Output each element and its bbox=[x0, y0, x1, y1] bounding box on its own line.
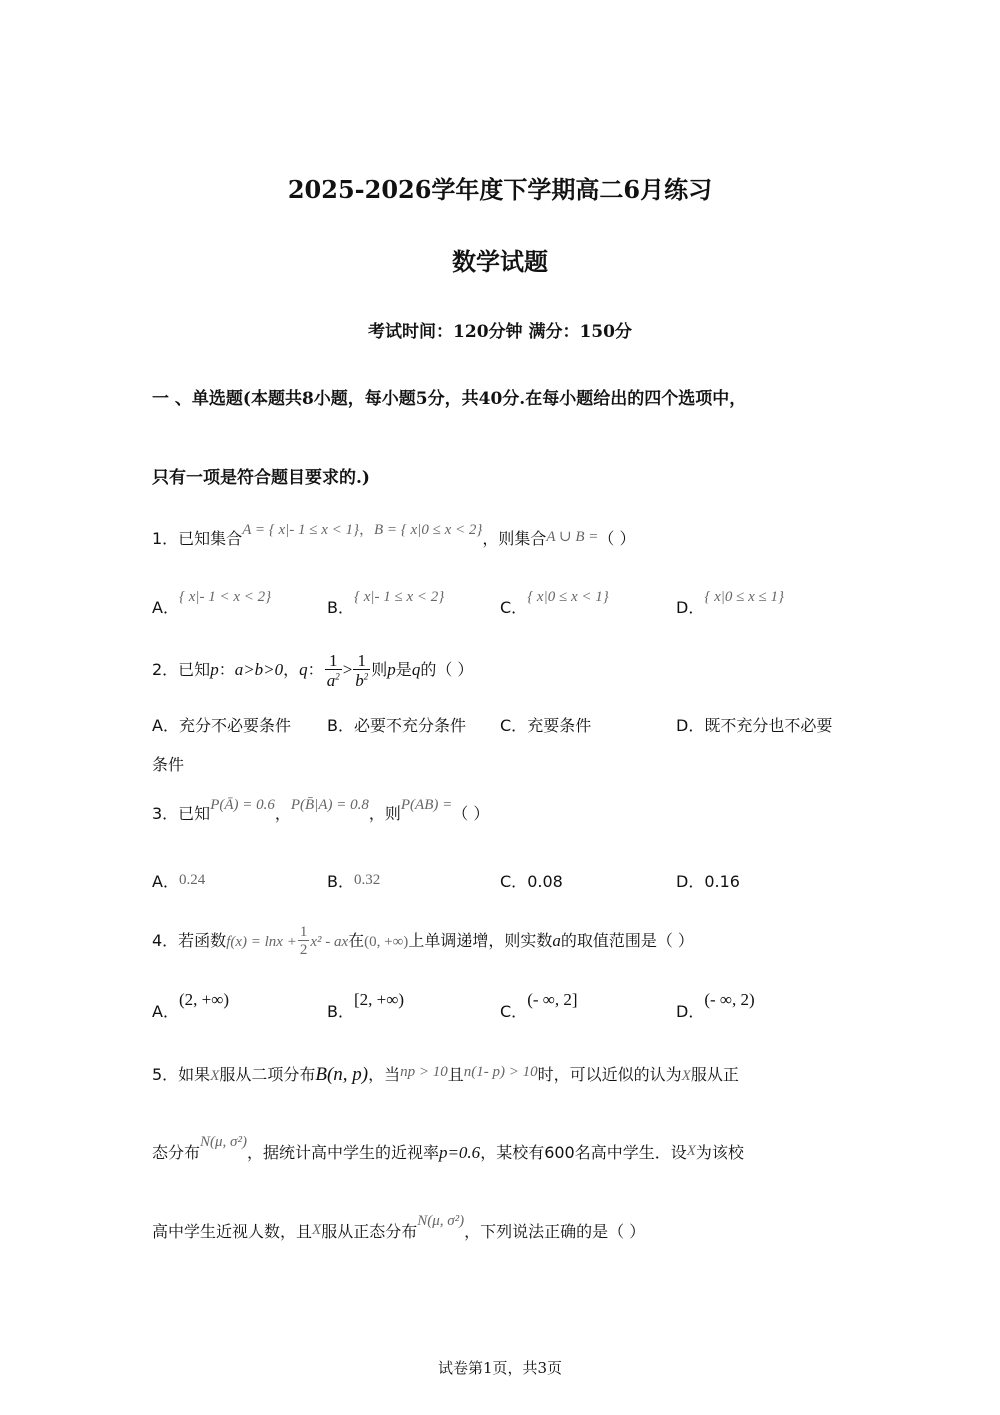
q1-expr: A ∪ B = bbox=[546, 529, 599, 545]
q4-in: 在 bbox=[348, 931, 365, 950]
q2-frac2-exp: 2 bbox=[363, 671, 369, 682]
q1-sep: ， bbox=[359, 522, 375, 538]
section-heading-line2: 只有一项是符合题目要求的.) bbox=[152, 468, 370, 488]
subject-title: 数学试题 bbox=[452, 247, 548, 276]
q2-then: 则 bbox=[371, 660, 388, 679]
q5-l3-a: 高中学生近视人数，且 bbox=[152, 1222, 313, 1241]
q1-option-a-value: { x|- 1 < x < 2} bbox=[178, 589, 272, 605]
q5-l1-c: ，当 bbox=[368, 1065, 401, 1084]
q2-q2: q bbox=[411, 660, 421, 679]
q4-interval: (0, +∞) bbox=[364, 934, 409, 950]
q1-option-d bbox=[676, 589, 784, 618]
q2-is: 是 bbox=[395, 660, 412, 679]
q1-set-a: A = { x|- 1 ≤ x < 1} bbox=[242, 522, 359, 538]
q3-option-d-value: 0.16 bbox=[704, 872, 740, 891]
question-5-line2 bbox=[152, 1134, 744, 1165]
exam-info: 考试时间：120分钟 满分：150分 bbox=[368, 322, 632, 342]
q4-option-a-label: A． bbox=[152, 1002, 179, 1021]
q3-option-a bbox=[152, 869, 205, 892]
question-2 bbox=[152, 647, 473, 693]
question-3 bbox=[152, 797, 490, 826]
q2-p2: p bbox=[387, 660, 396, 679]
q4-fx: f(x) = lnx + bbox=[226, 934, 297, 950]
q2-option-c-label: C． bbox=[500, 716, 528, 735]
q2-option-d-label: D． bbox=[676, 716, 705, 735]
q3-prefix: 3．已知 bbox=[152, 804, 211, 823]
q2-comma: ， bbox=[283, 660, 300, 679]
q4-half-num: 1 bbox=[299, 924, 308, 940]
q5-l2-c: ，某校有600名高中学生．设 bbox=[480, 1143, 687, 1162]
q5-n1p: n(1- p) > 10 bbox=[463, 1064, 538, 1080]
q4-half-fraction bbox=[298, 925, 310, 958]
q2-frac2-num: 1 bbox=[357, 651, 367, 670]
q2-colon2: ： bbox=[307, 660, 324, 679]
q3-option-b-label: B． bbox=[327, 872, 354, 891]
q5-binomial: B(n, p) bbox=[315, 1064, 369, 1085]
q3-option-d-label: D． bbox=[676, 872, 705, 891]
q3-tail: （ ） bbox=[452, 804, 490, 823]
q2-frac1-num: 1 bbox=[328, 651, 338, 670]
q2-option-d bbox=[676, 713, 832, 736]
q5-x-2: X bbox=[681, 1068, 691, 1084]
q2-option-a-label: A． bbox=[152, 716, 179, 735]
q1-tail: （ ） bbox=[598, 529, 636, 548]
q3-option-b bbox=[327, 869, 380, 892]
q3-sep: ， bbox=[274, 804, 291, 823]
q4-mid: 上单调递增，则实数 bbox=[408, 931, 553, 950]
q5-normal-1: N(μ, σ²) bbox=[200, 1134, 247, 1150]
q1-option-b-value: { x|- 1 ≤ x < 2} bbox=[353, 589, 445, 605]
q2-option-d-value: 既不充分也不必要 bbox=[704, 716, 833, 735]
q5-p-value: p=0.6 bbox=[438, 1143, 481, 1162]
question-4 bbox=[152, 918, 694, 965]
q3-option-c-label: C． bbox=[500, 872, 528, 891]
q5-np: np > 10 bbox=[400, 1064, 448, 1080]
q1-option-c bbox=[500, 589, 609, 618]
q4-option-a-value: (2, +∞) bbox=[178, 990, 229, 1009]
q2-gt: > bbox=[342, 660, 353, 679]
question-5-line1 bbox=[152, 1064, 739, 1087]
q2-option-c-value: 充要条件 bbox=[527, 716, 592, 735]
q4-rest: x² - ax bbox=[310, 934, 349, 950]
q1-option-d-value: { x|0 ≤ x ≤ 1} bbox=[704, 589, 784, 605]
q3-expr2: P(B̄|A) = 0.8 bbox=[290, 797, 369, 813]
exam-title: 2025-2026学年度下学期高二6月练习 bbox=[287, 175, 713, 204]
q2-option-b-label: B． bbox=[327, 716, 354, 735]
q5-l1-d: 且 bbox=[447, 1065, 464, 1084]
page-footer: 试卷第1页，共3页 bbox=[437, 1359, 563, 1377]
q2-option-c bbox=[500, 713, 591, 736]
q2-frac2-den: b bbox=[355, 671, 364, 690]
q1-mid: ，则集合 bbox=[482, 529, 547, 548]
q2-prefix: 2．已知 bbox=[152, 660, 211, 679]
q1-option-a bbox=[152, 589, 272, 618]
q4-option-d bbox=[676, 990, 755, 1022]
q2-q: q bbox=[299, 660, 308, 679]
q2-tail: 的（ ） bbox=[420, 660, 474, 679]
q1-set-b: B = { x|0 ≤ x < 2} bbox=[374, 522, 483, 538]
q3-expr1: P(Ā) = 0.6 bbox=[210, 797, 275, 813]
q5-l3-b: 服从正态分布 bbox=[321, 1222, 418, 1241]
q2-fraction-2 bbox=[353, 652, 370, 689]
q2-frac1-den: a bbox=[326, 671, 336, 690]
q5-l2-a: 态分布 bbox=[152, 1143, 201, 1162]
q2-option-a-value: 充分不必要条件 bbox=[178, 716, 291, 735]
q1-option-c-label: C． bbox=[500, 598, 528, 617]
q5-l1-f: 服从正 bbox=[690, 1065, 739, 1084]
q4-prefix: 4．若函数 bbox=[152, 931, 227, 950]
q4-option-b-value: [2, +∞) bbox=[353, 990, 405, 1009]
q3-option-d bbox=[676, 869, 740, 892]
q4-option-b-label: B． bbox=[327, 1002, 354, 1021]
question-1 bbox=[152, 522, 636, 551]
section-heading-line1: 一 、单选题(本题共8小题，每小题5分，共40分.在每小题给出的四个选项中， bbox=[152, 389, 747, 409]
q1-prefix: 1．已知集合 bbox=[152, 529, 243, 548]
q5-l1-a: 5．如果 bbox=[152, 1065, 211, 1084]
q5-l2-b: ，据统计高中学生的近视率 bbox=[246, 1143, 439, 1162]
q5-normal-2: N(μ, σ²) bbox=[417, 1213, 465, 1229]
q4-option-c bbox=[500, 990, 578, 1022]
q2-frac1-exp: 2 bbox=[335, 671, 340, 682]
q5-x-3: X bbox=[686, 1143, 696, 1159]
q3-expr3: P(AB) = bbox=[400, 797, 453, 813]
q3-option-a-label: A． bbox=[152, 872, 179, 891]
q2-condition-p: a>b>0 bbox=[234, 660, 284, 679]
q4-option-a bbox=[152, 990, 229, 1022]
q5-l3-c: ，下列说法正确的是（ ） bbox=[464, 1222, 646, 1241]
q2-option-b bbox=[327, 713, 466, 736]
q5-l1-b: 服从二项分布 bbox=[219, 1065, 316, 1084]
q2-fraction-1 bbox=[325, 652, 342, 689]
q4-option-c-value: (- ∞, 2] bbox=[527, 990, 578, 1009]
q4-option-d-label: D． bbox=[676, 1002, 705, 1021]
q3-option-c bbox=[500, 869, 563, 892]
q4-tail: 的取值范围是（ ） bbox=[560, 931, 694, 950]
q2-option-a bbox=[152, 713, 291, 736]
q4-a: a bbox=[552, 931, 561, 950]
q2-p: p bbox=[210, 660, 219, 679]
q1-option-b bbox=[327, 589, 445, 618]
q3-mid: ，则 bbox=[368, 804, 401, 823]
q5-x-1: X bbox=[210, 1068, 220, 1084]
q4-option-c-label: C． bbox=[500, 1002, 528, 1021]
q3-option-c-value: 0.08 bbox=[527, 872, 563, 891]
q1-option-a-label: A． bbox=[152, 598, 179, 617]
q2-option-b-value: 必要不充分条件 bbox=[353, 716, 466, 735]
q1-option-c-value: { x|0 ≤ x < 1} bbox=[527, 589, 609, 605]
q1-option-b-label: B． bbox=[327, 598, 354, 617]
q2-colon1: ： bbox=[218, 660, 235, 679]
q4-option-d-value: (- ∞, 2) bbox=[704, 990, 755, 1009]
q2-option-d-wrap: 条件 bbox=[152, 755, 185, 774]
q3-option-a-value: 0.24 bbox=[178, 872, 206, 888]
q4-option-b bbox=[327, 990, 405, 1022]
q1-option-d-label: D． bbox=[676, 598, 705, 617]
q5-l2-d: 为该校 bbox=[695, 1143, 744, 1162]
q5-l1-e: 时，可以近似的认为 bbox=[537, 1065, 682, 1084]
q3-option-b-value: 0.32 bbox=[353, 872, 381, 888]
q4-half-den: 2 bbox=[299, 942, 308, 958]
question-5-line3 bbox=[152, 1213, 646, 1244]
q5-x-4: X bbox=[312, 1222, 322, 1238]
